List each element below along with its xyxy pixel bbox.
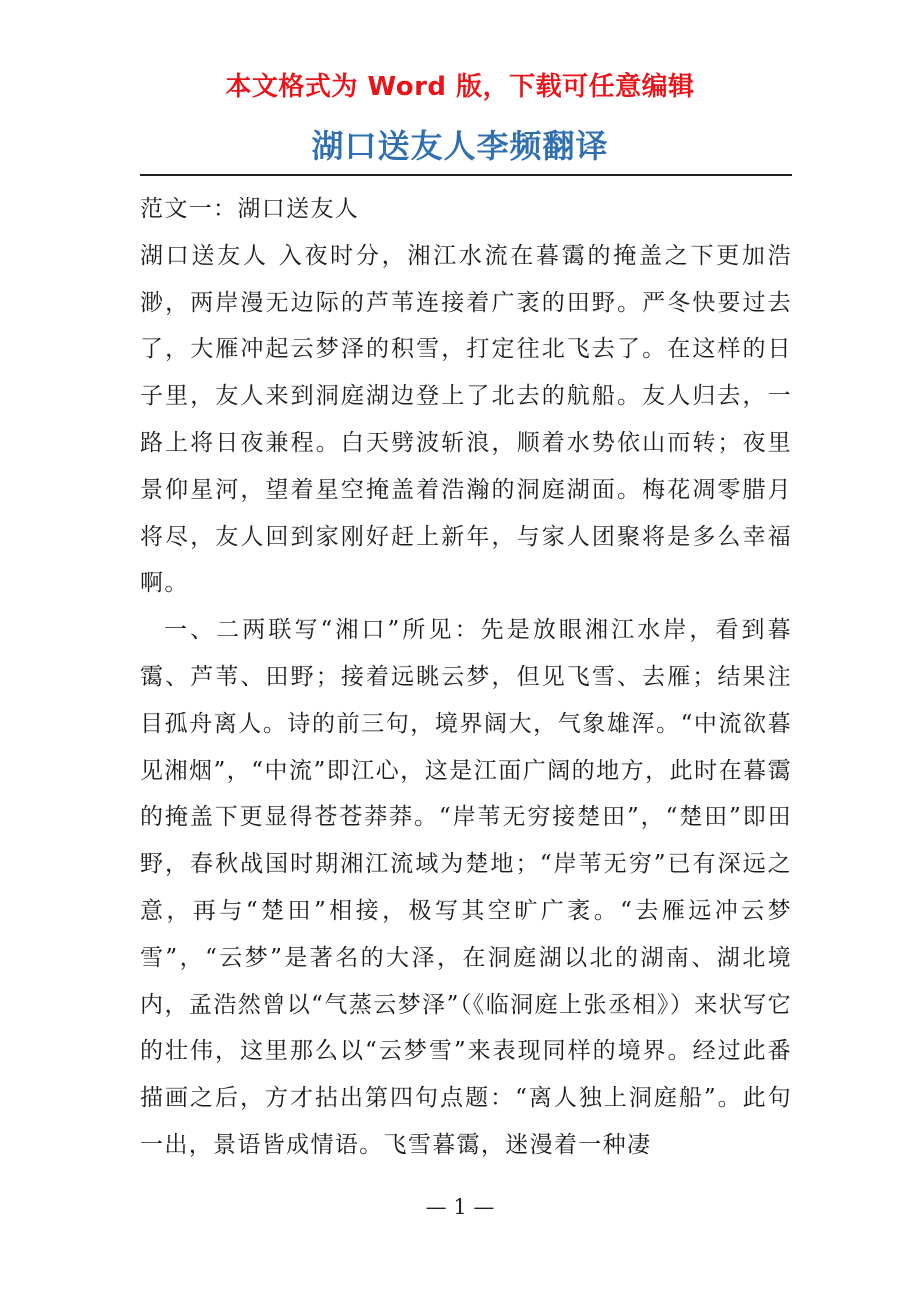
page-number: — 1 — [425,1195,495,1219]
title-divider [140,174,792,176]
word-format-banner: 本文格式为 Word 版，下载可任意编辑 [225,72,695,102]
paragraph-translation: 湖口送友人 入夜时分，湘江水流在暮霭的掩盖之下更加浩渺，两岸漫无边际的芦苇连接着广袤的田野。严冬快要过去了，大雁冲起云梦泽的积雪，打定往北飞去了。在这样的日子里，友人来到洞庭湖边登上了北去的航船。友人归去，一路上将日夜兼程。白天劈波斩浪，顺着水势依山而转；夜里景仰星河，望着星空掩盖着浩瀚的洞庭湖面。梅花凋零腊月将尽，友人回到家刚好赶上新年，与家人团聚将是多么幸福啊。 [140,242,792,597]
section-heading: 范文一：湖口送友人 [140,196,360,222]
document-body [140,186,792,1169]
paragraph-analysis: 一、二两联写“湘口”所见：先是放眼湘江水岸，看到暮霭、芦苇、田野；接着远眺云梦，但见飞雪、去雁；结果注目孤舟离人。诗的前三句，境界阔大，气象雄浑。“中流欲暮见湘烟”，“中流”即江心，这是江面广阔的地方，此时在暮霭的掩盖下更显得苍苍莽莽。“岸苇无穷接楚田”，“楚田”即田野，春秋战国时期湘江流域为楚地；“岸苇无穷”已有深远之意，再与“楚田”相接，极写其空旷广袤。“去雁远冲云梦雪”，“云梦”是著名的大泽，在洞庭湖以北的湖南、湖北境内，孟浩然曾以“气蒸云梦泽”（《临洞庭上张丞相》）来状写它的壮伟，这里那么以“云梦雪”来表现同样的境界。经过此番描画之后，方才拈出第四句点题：“离人独上洞庭船”。此句一出，景语皆成情语。飞雪暮霭，迷漫着一种凄 [140,617,792,1158]
document-title: 湖口送友人李频翻译 [311,127,609,165]
